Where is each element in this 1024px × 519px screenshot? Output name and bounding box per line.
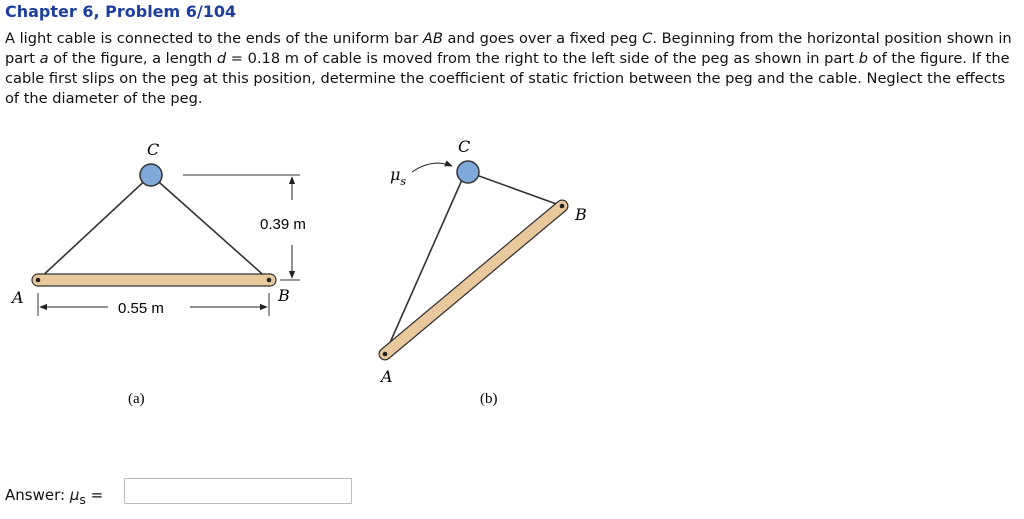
problem-statement: A light cable is connected to the ends of the uniform bar AB and goes over a fixed peg C. Beginning from the horizontal position shown in part a of the figure, a length d = 0.18 m of cable is moved from the right to the left side of the peg as shown in part b of the figure. If the cable first slips on the peg at this position, determine the coefficient of static friction between the peg and the cable. Neglect the effects of the diameter of the peg. <box>5 30 1012 107</box>
height-dimension: 0.39 m <box>260 216 306 233</box>
pin-b-b <box>560 204 565 209</box>
problem-title: Chapter 6, Problem 6/104 <box>5 2 237 21</box>
label-mu-s: $\mu_s$ <box>390 165 407 188</box>
pin-a-a <box>36 278 41 283</box>
bar-ab-a <box>32 274 276 286</box>
label-b-a: B <box>278 286 290 305</box>
pin-a-b <box>383 352 388 357</box>
answer-input[interactable] <box>124 478 352 504</box>
answer-label: Answer: $\mu_s$ = <box>5 486 104 507</box>
figure-part-b <box>379 137 587 407</box>
cable-b-right <box>468 172 562 206</box>
problem-figure <box>0 118 640 418</box>
label-a-b: A <box>381 367 393 386</box>
cable-a-right <box>151 175 269 280</box>
peg-c-b <box>457 161 479 183</box>
width-dimension: 0.55 m <box>118 300 164 317</box>
caption-b: (b) <box>480 391 498 407</box>
caption-a: (a) <box>128 391 145 407</box>
peg-c-a <box>140 164 162 186</box>
label-b-b: B <box>575 205 587 224</box>
friction-arrow <box>412 163 452 172</box>
pin-b-a <box>267 278 272 283</box>
label-c-b: C <box>458 137 471 156</box>
cable-a-left <box>38 175 151 280</box>
label-a-a: A <box>12 288 24 307</box>
figure-part-a <box>10 140 306 407</box>
bar-ab-b <box>385 206 562 354</box>
label-c-a: C <box>147 140 160 159</box>
